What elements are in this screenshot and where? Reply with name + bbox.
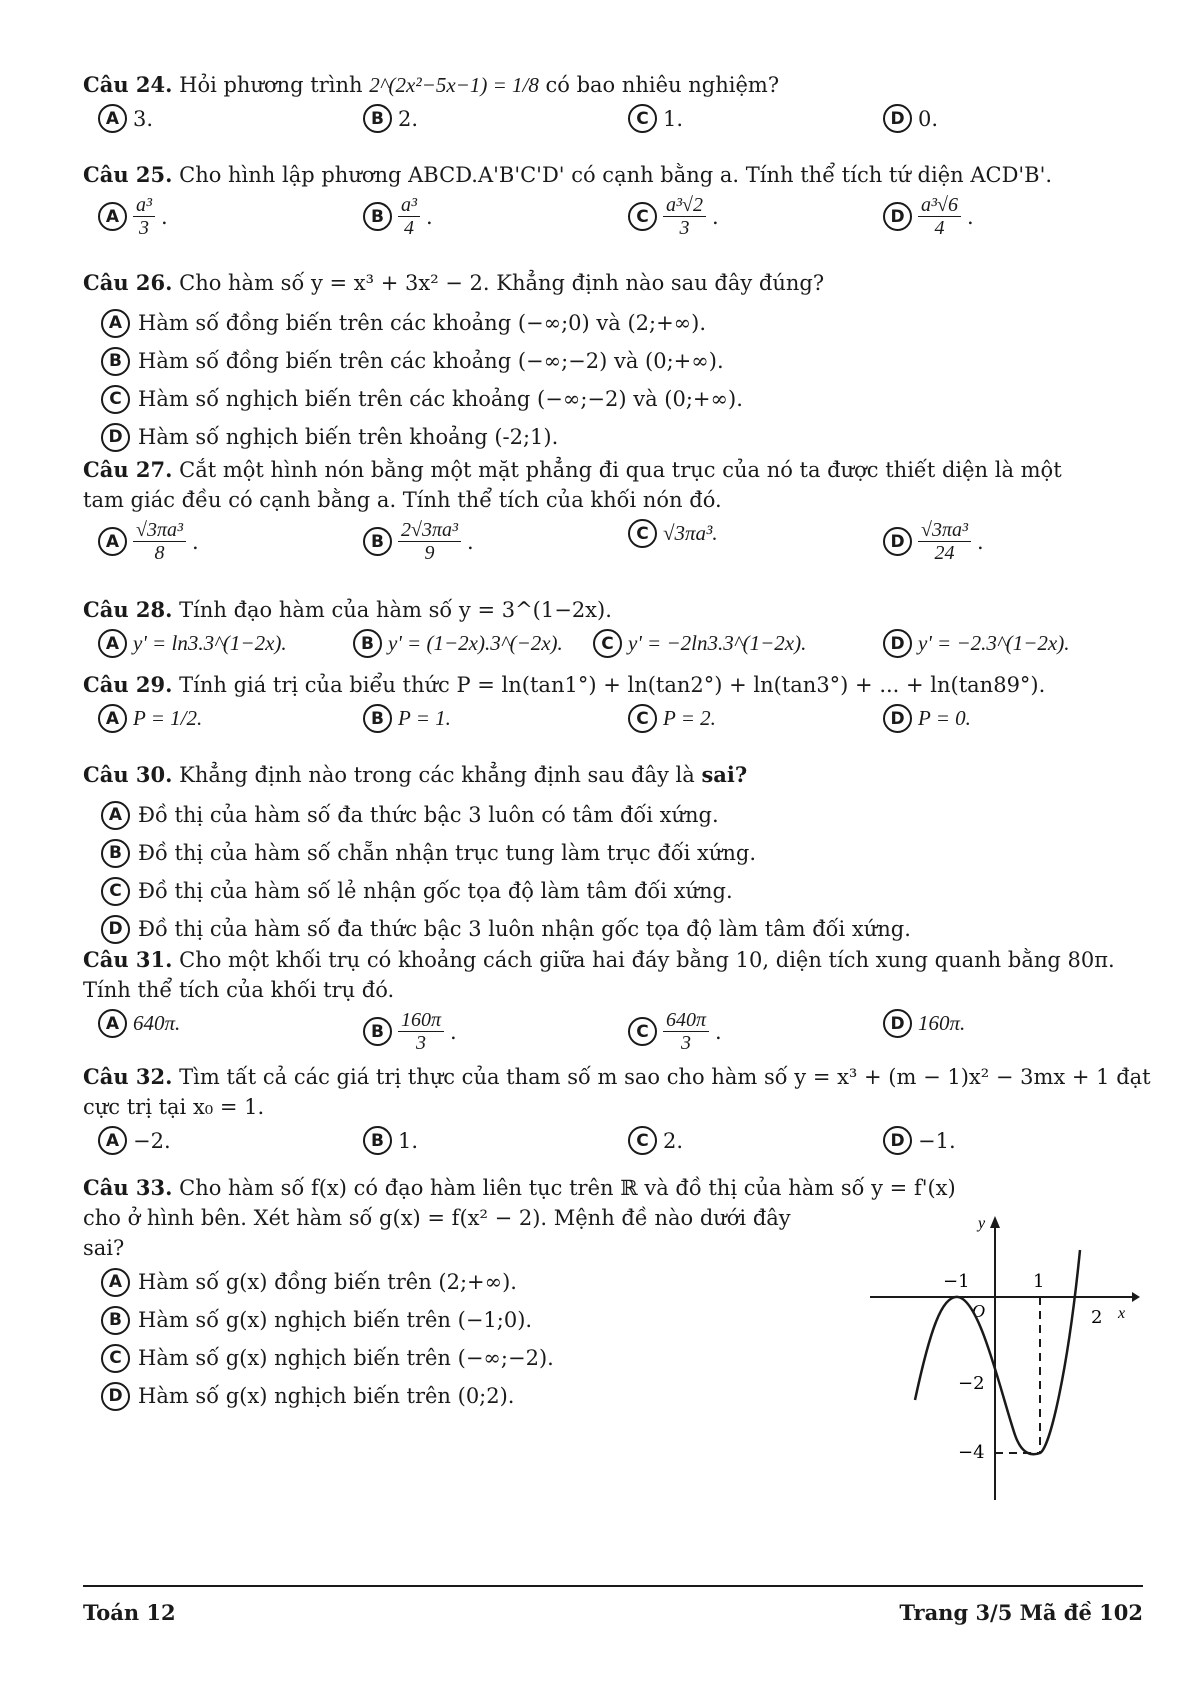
- question-emphasis: sai?: [701, 762, 748, 787]
- question-text: Cho hàm số f(x) có đạo hàm liên tục trên ℝ và đồ thị của hàm số y = f'(x): [179, 1176, 956, 1200]
- option-a[interactable]: A Hàm số đồng biến trên các khoảng (−∞;0) và (2;+∞).: [101, 304, 1143, 342]
- question-number: Câu 26.: [83, 270, 173, 295]
- option-a[interactable]: A $\frac{\text{a³}}{3}$ .: [98, 194, 168, 239]
- option-d[interactable]: D Hàm số g(x) nghịch biến trên (0;2).: [101, 1377, 863, 1415]
- option-b[interactable]: B y' = (1−2x).3^(−2x).: [353, 629, 563, 658]
- fraction: $\frac{\text{a³}}{4}$: [398, 194, 420, 239]
- question-text: Cho hình lập phương ABCD.A'B'C'D' có cạnh bằng a. Tính thể tích tứ diện ACD'B'.: [179, 163, 1053, 187]
- options-row: [83, 194, 1143, 248]
- question-text-cont: cực trị tại x₀ = 1.: [83, 1095, 265, 1119]
- question-28: [83, 595, 1143, 673]
- footer-divider: [83, 1585, 1143, 1587]
- option-c[interactable]: C Đồ thị của hàm số lẻ nhận gốc tọa độ làm tâm đối xứng.: [101, 872, 1143, 910]
- question-number: Câu 27.: [83, 457, 173, 482]
- question-text: Khẳng định nào trong các khẳng định sau đây là: [179, 763, 695, 787]
- question-26: [83, 268, 1143, 456]
- option-c[interactable]: C $\frac{640\pi}{3}$ .: [628, 1009, 722, 1054]
- question-text-cont: cho ở hình bên. Xét hàm số g(x) = f(x² − 2). Mệnh đề nào dưới đây: [83, 1206, 791, 1230]
- derivative-graph: [870, 1210, 1140, 1500]
- question-30: [83, 760, 1143, 948]
- option-c[interactable]: C √3πa³.: [628, 519, 718, 548]
- question-text-cont-2: sai?: [83, 1236, 125, 1260]
- option-c[interactable]: C Hàm số g(x) nghịch biến trên (−∞;−2).: [101, 1339, 863, 1377]
- question-25: [83, 160, 1143, 248]
- question-math: 2^(2x²−5x−1) = 1/8: [369, 73, 539, 97]
- fraction: $\frac{\text{√3πa³}}{8}$: [133, 519, 186, 564]
- question-24: [83, 70, 1143, 148]
- question-number: Câu 24.: [83, 72, 173, 97]
- fraction: $\frac{160\pi}{3}$: [398, 1009, 444, 1054]
- option-a[interactable]: A 640π.: [98, 1009, 180, 1038]
- options-row: [83, 104, 1143, 148]
- option-a[interactable]: A −2.: [98, 1126, 171, 1155]
- fraction: $\frac{\text{a³}}{3}$: [133, 194, 155, 239]
- option-a[interactable]: A 3.: [98, 104, 153, 133]
- tick-label-y-minus2: −2: [958, 1373, 985, 1394]
- question-number: Câu 31.: [83, 947, 173, 972]
- question-29: [83, 670, 1143, 748]
- question-number: Câu 30.: [83, 762, 173, 787]
- question-number: Câu 32.: [83, 1064, 173, 1089]
- question-text: Tìm tất cả các giá trị thực của tham số m sao cho hàm số y = x³ + (m − 1)x² − 3mx + 1 đạt: [179, 1065, 1151, 1089]
- fraction: $\frac{640\pi}{3}$: [663, 1009, 709, 1054]
- footer-page-info: Trang 3/5 Mã đề 102: [899, 1600, 1143, 1625]
- fraction: $\frac{\text{2√3πa³}}{9}$: [398, 519, 461, 564]
- fraction: $\frac{\text{√3πa³}}{24}$: [918, 519, 971, 564]
- options-list: [83, 1263, 863, 1415]
- option-b[interactable]: B Hàm số đồng biến trên các khoảng (−∞;−2) và (0;+∞).: [101, 342, 1143, 380]
- options-row: [83, 1126, 1143, 1170]
- question-number: Câu 28.: [83, 597, 173, 622]
- option-c[interactable]: C y' = −2ln3.3^(1−2x).: [593, 629, 806, 658]
- footer-subject: Toán 12: [83, 1600, 176, 1625]
- option-b[interactable]: B Hàm số g(x) nghịch biến trên (−1;0).: [101, 1301, 863, 1339]
- option-c[interactable]: C P = 2.: [628, 704, 716, 733]
- question-number: Câu 25.: [83, 162, 173, 187]
- option-a[interactable]: A Hàm số g(x) đồng biến trên (2;+∞).: [101, 1263, 863, 1301]
- options-row: [83, 519, 1143, 573]
- options-row: [83, 704, 1143, 748]
- question-33: [83, 1173, 956, 1415]
- option-c[interactable]: C $\frac{\text{a³√2}}{3}$ .: [628, 194, 719, 239]
- option-d[interactable]: D y' = −2.3^(1−2x).: [883, 629, 1070, 658]
- fraction: $\frac{\text{a³√6}}{4}$: [918, 194, 961, 239]
- option-d[interactable]: D P = 0.: [883, 704, 971, 733]
- x-axis-label: x: [1118, 1305, 1126, 1322]
- option-d[interactable]: D 0.: [883, 104, 938, 133]
- option-a[interactable]: A Đồ thị của hàm số đa thức bậc 3 luôn có tâm đối xứng.: [101, 796, 1143, 834]
- tick-label-x-2: 2: [1091, 1307, 1103, 1328]
- question-text-cont: Tính thể tích của khối trụ đó.: [83, 978, 395, 1002]
- question-text-cont: tam giác đều có cạnh bằng a. Tính thể tích của khối nón đó.: [83, 488, 722, 512]
- tick-label-x-1: 1: [1033, 1271, 1045, 1292]
- option-b[interactable]: B Đồ thị của hàm số chẵn nhận trục tung làm trục đối xứng.: [101, 834, 1143, 872]
- option-b[interactable]: B $\frac{\text{2√3πa³}}{9}$ .: [363, 519, 474, 564]
- options-row: [83, 1009, 1143, 1063]
- option-d[interactable]: D Hàm số nghịch biến trên khoảng (-2;1).: [101, 418, 1143, 456]
- question-text: Cho một khối trụ có khoảng cách giữa hai đáy bằng 10, diện tích xung quanh bằng 80π.: [179, 948, 1115, 972]
- option-d[interactable]: D $\frac{\text{a³√6}}{4}$ .: [883, 194, 974, 239]
- x-axis-arrow: [1132, 1292, 1140, 1302]
- option-b[interactable]: B 2.: [363, 104, 418, 133]
- option-c[interactable]: C 2.: [628, 1126, 683, 1155]
- question-number: Câu 33.: [83, 1175, 173, 1200]
- question-32: [83, 1062, 1151, 1170]
- origin-label: O: [972, 1301, 985, 1321]
- option-d[interactable]: D $\frac{\text{√3πa³}}{24}$ .: [883, 519, 984, 564]
- option-b[interactable]: B 1.: [363, 1126, 418, 1155]
- question-text: Tính đạo hàm của hàm số y = 3^(1−2x).: [179, 598, 612, 622]
- question-text: Cho hàm số y = x³ + 3x² − 2. Khẳng định nào sau đây đúng?: [179, 271, 825, 295]
- option-d[interactable]: D −1.: [883, 1126, 956, 1155]
- question-31: [83, 945, 1143, 1063]
- options-list: [83, 796, 1143, 948]
- question-number: Câu 29.: [83, 672, 173, 697]
- question-text: Tính giá trị của biểu thức P = ln(tan1°) + ln(tan2°) + ln(tan3°) + ... + ln(tan89°).: [179, 673, 1046, 697]
- tick-label-y-minus4: −4: [958, 1442, 985, 1463]
- option-d[interactable]: D Đồ thị của hàm số đa thức bậc 3 luôn nhận gốc tọa độ làm tâm đối xứng.: [101, 910, 1143, 948]
- option-b[interactable]: B $\frac{160\pi}{3}$ .: [363, 1009, 457, 1054]
- option-a[interactable]: A y' = ln3.3^(1−2x).: [98, 629, 287, 658]
- derivative-curve: [915, 1250, 1080, 1454]
- options-row: [83, 629, 1143, 673]
- tick-label-x-minus1: −1: [943, 1271, 970, 1292]
- option-a[interactable]: A P = 1/2.: [98, 704, 202, 733]
- option-b[interactable]: B $\frac{\text{a³}}{4}$ .: [363, 194, 433, 239]
- fraction: $\frac{\text{a³√2}}{3}$: [663, 194, 706, 239]
- y-axis-arrow: [990, 1216, 1000, 1228]
- question-text: Cắt một hình nón bằng một mặt phẳng đi qua trục của nó ta được thiết diện là một: [179, 458, 1062, 482]
- option-a[interactable]: A $\frac{\text{√3πa³}}{8}$ .: [98, 519, 199, 564]
- question-text-cont: có bao nhiêu nghiệm?: [545, 73, 780, 97]
- option-c[interactable]: C 1.: [628, 104, 683, 133]
- option-d[interactable]: D 160π.: [883, 1009, 965, 1038]
- y-axis-label: y: [978, 1215, 986, 1232]
- option-b[interactable]: B P = 1.: [363, 704, 451, 733]
- options-list: [83, 304, 1143, 456]
- question-27: [83, 455, 1143, 573]
- question-text: Hỏi phương trình: [179, 73, 363, 97]
- option-c[interactable]: C Hàm số nghịch biến trên các khoảng (−∞;−2) và (0;+∞).: [101, 380, 1143, 418]
